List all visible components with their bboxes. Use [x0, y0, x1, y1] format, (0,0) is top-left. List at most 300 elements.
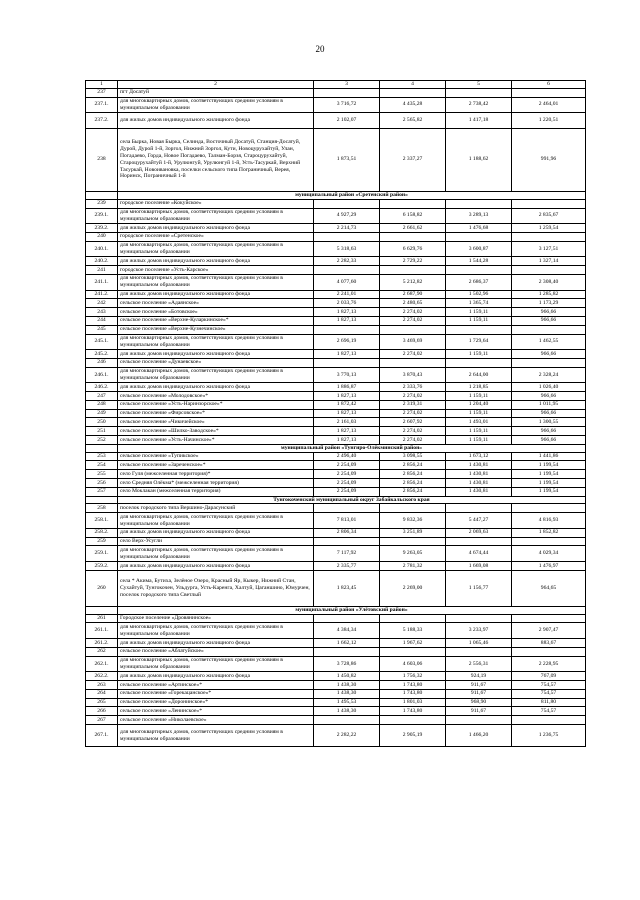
value-cell: 5 188,33 — [380, 623, 446, 639]
value-cell: 1 173,29 — [512, 299, 586, 308]
header-cell: 2 — [118, 81, 314, 89]
row-number: 259 — [86, 537, 118, 546]
value-cell: 754,57 — [512, 681, 586, 690]
value-cell — [314, 325, 380, 334]
table-row — [86, 716, 586, 725]
value-cell: 2 907,47 — [512, 623, 586, 639]
value-cell: 1 438,30 — [314, 689, 380, 698]
row-description: для жилых домов индивидуального жилищного фонда — [118, 113, 314, 129]
row-description: городское поселение «Кокуйское» — [118, 199, 314, 208]
tariff-table — [85, 80, 586, 747]
table-row — [86, 707, 586, 716]
value-cell: 1 159,11 — [446, 316, 512, 325]
value-cell: 811,80 — [512, 698, 586, 707]
row-description: сельское поселение «Тупикское» — [118, 452, 314, 461]
value-cell: 1 743,80 — [380, 707, 446, 716]
row-number: 258.2. — [86, 528, 118, 537]
value-cell: 1 493,01 — [446, 418, 512, 427]
value-cell: 1 159,11 — [446, 409, 512, 418]
value-cell — [446, 537, 512, 546]
row-number: 239.1. — [86, 208, 118, 224]
value-cell: 1 466,20 — [446, 724, 512, 746]
row-description: сельское поселение «Фирсовское»* — [118, 409, 314, 418]
value-cell: 3 870,43 — [380, 367, 446, 383]
section-number-cell — [86, 444, 118, 452]
value-cell: 2 033,76 — [314, 299, 380, 308]
value-cell: 2 835,67 — [512, 208, 586, 224]
value-cell: 1 236,75 — [512, 724, 586, 746]
value-cell: 4 603,06 — [380, 656, 446, 672]
value-cell: 966,66 — [512, 350, 586, 359]
row-description: городское поселение «Усть-Карское» — [118, 266, 314, 275]
table-row — [86, 537, 586, 546]
table-row — [86, 392, 586, 401]
value-cell: 2 480,65 — [380, 299, 446, 308]
row-number: 262.1. — [86, 656, 118, 672]
row-number: 237.2. — [86, 113, 118, 129]
row-description: сельское поселение «Ботовское» — [118, 308, 314, 317]
header-cell: 4 — [380, 81, 446, 89]
row-description: для жилых домов индивидуального жилищного фонда — [118, 528, 314, 537]
value-cell: 1 188,62 — [446, 128, 512, 191]
table-row — [86, 724, 586, 746]
row-number: 240 — [86, 232, 118, 241]
value-cell: 1 827,13 — [314, 392, 380, 401]
value-cell: 4 927,29 — [314, 208, 380, 224]
row-description: для жилых домов индивидуального жилищного фонда — [118, 350, 314, 359]
value-cell — [512, 647, 586, 656]
table-row — [86, 88, 586, 97]
value-cell — [446, 232, 512, 241]
value-cell: 4 674,44 — [446, 546, 512, 562]
table-row — [86, 232, 586, 241]
row-description: село Моклакан (межселенная территория) — [118, 487, 314, 496]
row-description: поселок городского типа Вершино-Дарасунский — [118, 504, 314, 513]
value-cell: 5 212,82 — [380, 274, 446, 290]
value-cell: 1 159,11 — [446, 308, 512, 317]
value-cell: 2 274,02 — [380, 308, 446, 317]
value-cell: 7 813,01 — [314, 513, 380, 529]
table-row — [86, 452, 586, 461]
row-description: сельское поселение «Верхне-Кузнечинское» — [118, 325, 314, 334]
table-row — [86, 358, 586, 367]
value-cell: 2 282,22 — [314, 724, 380, 746]
page-number: 20 — [315, 44, 325, 54]
value-cell: 1 476,68 — [446, 224, 512, 233]
value-cell — [314, 266, 380, 275]
section-title: муниципальный район «Тунгиро-Олёкминский район» — [118, 444, 586, 452]
row-number: 259.1. — [86, 546, 118, 562]
value-cell — [512, 358, 586, 367]
table-row — [86, 409, 586, 418]
row-number: 254 — [86, 461, 118, 470]
value-cell: 883,67 — [512, 639, 586, 648]
row-number: 262 — [86, 647, 118, 656]
row-description: для жилых домов индивидуального жилищного фонда — [118, 639, 314, 648]
row-number: 237.1. — [86, 97, 118, 113]
value-cell: 1 886,87 — [314, 383, 380, 392]
value-cell: 1 365,74 — [446, 299, 512, 308]
value-cell: 6 158,82 — [380, 208, 446, 224]
table-row — [86, 479, 586, 488]
row-number: 244 — [86, 316, 118, 325]
table-row — [86, 436, 586, 445]
value-cell — [380, 88, 446, 97]
value-cell: 1 430,81 — [446, 461, 512, 470]
row-number: 263 — [86, 681, 118, 690]
value-cell: 2 556,31 — [446, 656, 512, 672]
row-description: для многоквартирных домов, соответствующих средним условиям в муниципальном образовании — [118, 208, 314, 224]
row-number: 239 — [86, 199, 118, 208]
value-cell: 1 662,12 — [314, 639, 380, 648]
value-cell: 1 544,28 — [446, 257, 512, 266]
value-cell: 2 274,02 — [380, 316, 446, 325]
row-description: села * Акима, Бутиха, Зелёное Озеро, Красный Яр, Кыкер, Нижний Стан, Сухайтуй, Тунгокочен, Ульдурга, Усть-Каренга, Халтуй, Цаганшино, Юмурчен, поселок городского типа Светлый — [118, 570, 314, 606]
row-number: 246.1. — [86, 367, 118, 383]
value-cell: 2 069,63 — [446, 528, 512, 537]
row-description: сельское поселение «Усть-Наринзорское»* — [118, 400, 314, 409]
value-cell: 2 496,40 — [314, 452, 380, 461]
row-description: сельское поселение «Артинское»* — [118, 681, 314, 690]
row-number: 239.2. — [86, 224, 118, 233]
value-cell — [314, 614, 380, 623]
row-description: села Бырка, Новая Бырка, Селинда, Восточный Досатуй, Станция-Досатуй, Дурой, Дурой 1-й, Зоргол, Нижний Зоргол, Кути, Новоцурухайтуй, Улан, Погадаево, Горда, Новое Погадаево, Талман-Борзя, Староцурухайтуй, Староцурухайтуй 1-й, Урулюнгуй, Урулюнгуй 1-й, Усть-Тасуркай, Верхний Тасуркай, Новоивановка, поселки сельского типа Пограничный, Верея, Норинск, Пограничный 1-й — [118, 128, 314, 191]
value-cell: 2 161,03 — [314, 418, 380, 427]
value-cell: 1 199,54 — [512, 461, 586, 470]
table-row — [86, 546, 586, 562]
value-cell: 1 827,13 — [314, 427, 380, 436]
table-row — [86, 224, 586, 233]
row-number: 261 — [86, 614, 118, 623]
row-description: пгт Досатуй — [118, 88, 314, 97]
row-description: сельское поселение «Молодовское»* — [118, 392, 314, 401]
value-cell — [380, 716, 446, 725]
row-description: сельское поселение «Доронинское»* — [118, 698, 314, 707]
value-cell: 5 318,63 — [314, 241, 380, 257]
value-cell: 1 743,80 — [380, 681, 446, 690]
value-cell: 2 687,90 — [380, 290, 446, 299]
table-row — [86, 672, 586, 681]
table-row — [86, 334, 586, 350]
value-cell: 2 806,34 — [314, 528, 380, 537]
row-description: сельское поселение «Аблатуйское» — [118, 647, 314, 656]
value-cell: 1 159,11 — [446, 392, 512, 401]
table-row — [86, 656, 586, 672]
table-row — [86, 470, 586, 479]
value-cell: 1 495,53 — [314, 698, 380, 707]
value-cell — [512, 537, 586, 546]
table-row — [86, 528, 586, 537]
row-number: 253 — [86, 452, 118, 461]
value-cell: 924,19 — [446, 672, 512, 681]
section-title: Тунгокоченский муниципальный округ Забайкальского края — [118, 496, 586, 504]
value-cell: 2 856,24 — [380, 461, 446, 470]
table-row — [86, 504, 586, 513]
table-row — [86, 647, 586, 656]
value-cell: 966,66 — [512, 409, 586, 418]
row-description: сельское поселение «Ленинское»* — [118, 707, 314, 716]
value-cell — [380, 266, 446, 275]
value-cell: 3 251,89 — [380, 528, 446, 537]
value-cell: 2 738,42 — [446, 97, 512, 113]
row-number: 251 — [86, 427, 118, 436]
value-cell: 3 600,87 — [446, 241, 512, 257]
table-row — [86, 639, 586, 648]
value-cell — [446, 716, 512, 725]
row-number: 245.1. — [86, 334, 118, 350]
value-cell: 1 450,82 — [314, 672, 380, 681]
value-cell: 4 816,93 — [512, 513, 586, 529]
table-row — [86, 325, 586, 334]
value-cell: 1 827,13 — [314, 409, 380, 418]
value-cell — [446, 647, 512, 656]
value-cell: 2 254,09 — [314, 461, 380, 470]
table-row — [86, 698, 586, 707]
value-cell: 966,66 — [512, 436, 586, 445]
row-number: 257 — [86, 487, 118, 496]
row-description: для жилых домов индивидуального жилищного фонда — [118, 672, 314, 681]
value-cell: 2 102,07 — [314, 113, 380, 129]
row-description: для жилых домов индивидуального жилищного фонда — [118, 383, 314, 392]
value-cell — [512, 266, 586, 275]
value-cell: 9 832,36 — [380, 513, 446, 529]
value-cell: 1 159,11 — [446, 436, 512, 445]
row-number: 241.2. — [86, 290, 118, 299]
row-description: село Гуля (межселенная территория)* — [118, 470, 314, 479]
value-cell — [446, 504, 512, 513]
value-cell: 1 026,40 — [512, 383, 586, 392]
value-cell: 2 781,32 — [380, 562, 446, 571]
row-number: 245 — [86, 325, 118, 334]
table-row — [86, 241, 586, 257]
value-cell: 3 289,13 — [446, 208, 512, 224]
row-description: для многоквартирных домов, соответствующих средним условиям в муниципальном образовании — [118, 367, 314, 383]
value-cell: 1 011,95 — [512, 400, 586, 409]
value-cell: 1 673,12 — [446, 452, 512, 461]
row-number: 241 — [86, 266, 118, 275]
value-cell: 2 274,02 — [380, 409, 446, 418]
row-description: для многоквартирных домов, соответствующих средним условиям в муниципальном образовании — [118, 274, 314, 290]
value-cell: 2 856,24 — [380, 479, 446, 488]
value-cell: 2 696,19 — [314, 334, 380, 350]
value-cell: 4 029,34 — [512, 546, 586, 562]
row-number: 252 — [86, 436, 118, 445]
value-cell: 1 220,51 — [512, 113, 586, 129]
row-number: 259.2. — [86, 562, 118, 571]
value-cell: 1 872,42 — [314, 400, 380, 409]
value-cell: 1 199,54 — [512, 487, 586, 496]
value-cell: 1 801,03 — [380, 698, 446, 707]
row-number: 267 — [86, 716, 118, 725]
row-description: для жилых домов индивидуального жилищного фонда — [118, 290, 314, 299]
value-cell: 3 770,13 — [314, 367, 380, 383]
row-number: 240.2. — [86, 257, 118, 266]
value-cell: 1 873,51 — [314, 128, 380, 191]
row-number: 240.1. — [86, 241, 118, 257]
row-description: село Средняя Олёкма* (межселенная территория) — [118, 479, 314, 488]
table-row — [86, 308, 586, 317]
table-row — [86, 614, 586, 623]
value-cell: 2 464,01 — [512, 97, 586, 113]
table-row — [86, 290, 586, 299]
value-cell: 4 435,28 — [380, 97, 446, 113]
value-cell: 991,96 — [512, 128, 586, 191]
value-cell — [380, 647, 446, 656]
value-cell: 1 156,77 — [446, 570, 512, 606]
table-row — [86, 97, 586, 113]
table-row — [86, 199, 586, 208]
header-cell: 3 — [314, 81, 380, 89]
value-cell: 2 335,77 — [314, 562, 380, 571]
header-row — [86, 81, 586, 89]
value-cell: 2 308,40 — [512, 274, 586, 290]
value-cell: 2 274,02 — [380, 427, 446, 436]
value-cell: 2 269,00 — [380, 570, 446, 606]
section-number-cell — [86, 191, 118, 199]
value-cell: 1 743,80 — [380, 689, 446, 698]
value-cell: 2 254,09 — [314, 487, 380, 496]
value-cell: 966,66 — [512, 392, 586, 401]
section-title: муниципальный район «Улётовский район» — [118, 606, 586, 614]
row-description: для многоквартирных домов, соответствующих средним условиям в муниципальном образовании — [118, 656, 314, 672]
row-number: 237 — [86, 88, 118, 97]
value-cell: 1 827,13 — [314, 350, 380, 359]
value-cell — [512, 504, 586, 513]
value-cell: 1 756,32 — [380, 672, 446, 681]
value-cell: 1 430,81 — [446, 479, 512, 488]
row-number: 246.2. — [86, 383, 118, 392]
table-row — [86, 689, 586, 698]
row-description: для многоквартирных домов, соответствующих средним условиям в муниципальном образовании — [118, 623, 314, 639]
row-number: 264 — [86, 689, 118, 698]
value-cell — [512, 325, 586, 334]
table-row — [86, 266, 586, 275]
row-description: для жилых домов индивидуального жилищного фонда — [118, 562, 314, 571]
value-cell — [314, 358, 380, 367]
value-cell: 2 856,24 — [380, 487, 446, 496]
value-cell: 2 254,09 — [314, 479, 380, 488]
value-cell: 7 117,92 — [314, 546, 380, 562]
row-number: 243 — [86, 308, 118, 317]
row-number: 249 — [86, 409, 118, 418]
row-number: 241.1. — [86, 274, 118, 290]
row-description: сельское поселение «Горекацанское»* — [118, 689, 314, 698]
value-cell: 1 430,81 — [446, 470, 512, 479]
value-cell: 3 098,55 — [380, 452, 446, 461]
table-row — [86, 623, 586, 639]
value-cell — [380, 232, 446, 241]
table-row — [86, 208, 586, 224]
row-number: 262.2. — [86, 672, 118, 681]
row-number: 247 — [86, 392, 118, 401]
value-cell: 1 502,96 — [446, 290, 512, 299]
row-description: Городское поселение «Дровянинское» — [118, 614, 314, 623]
value-cell: 2 282,33 — [314, 257, 380, 266]
row-description: для многоквартирных домов, соответствующих средним условиям в муниципальном образовании — [118, 334, 314, 350]
row-description: для жилых домов индивидуального жилищного фонда — [118, 257, 314, 266]
section-row — [86, 191, 586, 199]
section-number-cell — [86, 496, 118, 504]
row-description: сельское поселение «Николаевское» — [118, 716, 314, 725]
value-cell: 2 254,09 — [314, 470, 380, 479]
table-row — [86, 681, 586, 690]
row-description: сельское поселение «Зареченское»* — [118, 461, 314, 470]
row-description: для многоквартирных домов, соответствующих средним условиям в муниципальном образовании — [118, 97, 314, 113]
value-cell: 2 337,27 — [380, 128, 446, 191]
row-number: 248 — [86, 400, 118, 409]
value-cell: 1 065,46 — [446, 639, 512, 648]
value-cell: 2 729,22 — [380, 257, 446, 266]
value-cell: 754,57 — [512, 707, 586, 716]
row-number: 265 — [86, 698, 118, 707]
value-cell: 2 274,02 — [380, 392, 446, 401]
row-number: 267.1. — [86, 724, 118, 746]
table-row — [86, 316, 586, 325]
value-cell: 1 159,11 — [446, 427, 512, 436]
value-cell: 5 447,27 — [446, 513, 512, 529]
value-cell: 2 856,24 — [380, 470, 446, 479]
table-row — [86, 562, 586, 571]
value-cell: 1 476,97 — [512, 562, 586, 571]
value-cell: 1 300,55 — [512, 418, 586, 427]
section-row — [86, 444, 586, 452]
value-cell: 2 241,01 — [314, 290, 380, 299]
value-cell — [314, 232, 380, 241]
value-cell: 2 905,19 — [380, 724, 446, 746]
value-cell: 1 438,30 — [314, 707, 380, 716]
value-cell: 911,67 — [446, 707, 512, 716]
row-number: 260 — [86, 570, 118, 606]
table-row — [86, 128, 586, 191]
value-cell: 1 669,08 — [446, 562, 512, 571]
row-number: 258 — [86, 504, 118, 513]
value-cell: 3 716,72 — [314, 97, 380, 113]
value-cell: 6 629,76 — [380, 241, 446, 257]
value-cell: 1 827,13 — [314, 436, 380, 445]
table-row — [86, 513, 586, 529]
row-description: сельское поселение «Дунаевское» — [118, 358, 314, 367]
value-cell: 1 729,64 — [446, 334, 512, 350]
value-cell: 2 214,73 — [314, 224, 380, 233]
value-cell: 911,67 — [446, 689, 512, 698]
value-cell: 1 823,45 — [314, 570, 380, 606]
value-cell: 2 686,37 — [446, 274, 512, 290]
row-description: городское поселение «Сретенское» — [118, 232, 314, 241]
value-cell: 3 728,86 — [314, 656, 380, 672]
row-description: для многоквартирных домов, соответствующих средним условиям в муниципальном образовании — [118, 724, 314, 746]
value-cell: 1 441,86 — [512, 452, 586, 461]
value-cell — [512, 232, 586, 241]
row-description: для жилых домов индивидуального жилищного фонда — [118, 224, 314, 233]
value-cell: 2 328,24 — [512, 367, 586, 383]
table-row — [86, 383, 586, 392]
value-cell — [380, 504, 446, 513]
value-cell: 2 333,76 — [380, 383, 446, 392]
row-number: 266 — [86, 707, 118, 716]
value-cell: 2 228,95 — [512, 656, 586, 672]
row-description: сельское поселение «Верхне-Куларкинское»* — [118, 316, 314, 325]
table-row — [86, 427, 586, 436]
section-row — [86, 606, 586, 614]
value-cell: 3 233,97 — [446, 623, 512, 639]
row-description: для многоквартирных домов, соответствующих средним условиям в муниципальном образовании — [118, 546, 314, 562]
value-cell: 1 462,55 — [512, 334, 586, 350]
row-number: 250 — [86, 418, 118, 427]
table-row — [86, 487, 586, 496]
section-title: муниципальный район «Сретенский район» — [118, 191, 586, 199]
row-description: сельское поселение «Усть-Начинское»* — [118, 436, 314, 445]
table-row — [86, 367, 586, 383]
